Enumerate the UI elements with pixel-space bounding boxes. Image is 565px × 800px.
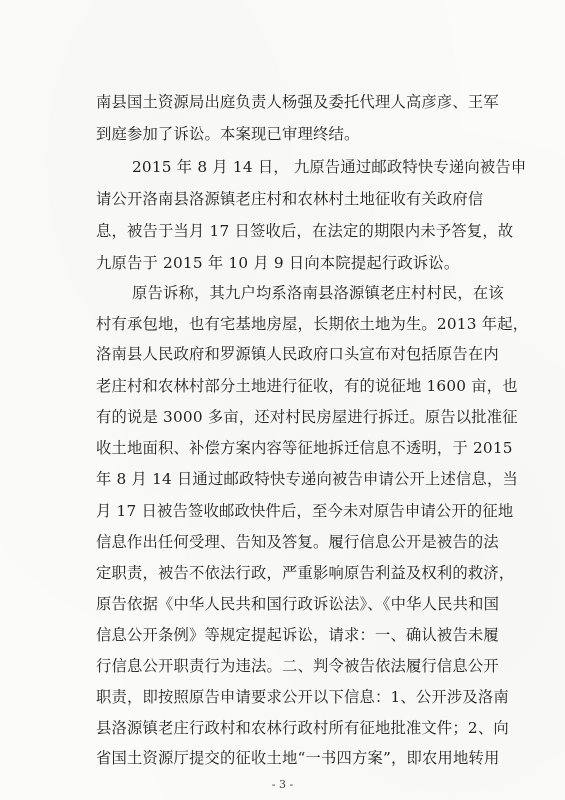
text-line: 省国土资源厅提交的征收土地“一书四方案”，即农用地转用 [96,749,500,767]
text-line: 到庭参加了诉讼。本案现已审理终结。 [96,125,360,143]
text-line: 南县国土资源局出庭负责人杨强及委托代理人高彦彦、王军 [96,93,499,111]
text-line: 年 8 月 14 日通过邮政特快专递向被告申请公开上述信息，当 [96,470,518,488]
text-line: 原告依据《中华人民共和国行政诉讼法》、《中华人民共和国 [96,595,500,613]
text-line: 信息作出任何受理、告知及答复。履行信息公开是被告的法 [96,533,499,551]
page-number: - 3 - [271,778,294,791]
text-line: 原告诉称，其九户均系洛南县洛源镇老庄村村民，在该 [132,284,504,302]
text-line: 月 17 日被告签收邮政快件后，至今未对原告申请公开的征地 [96,502,514,520]
text-line: 有的说是 3000 多亩，还对村民房屋进行拆迁。原告以批准征 [96,408,518,426]
text-line: 村有承包地，也有宅基地房屋，长期依土地为生。2013 年起， [96,315,529,333]
text-line: 行信息公开职责行为违法。二、判令被告依法履行信息公开 [96,657,499,675]
text-line: 定职责，被告不依法行政，严重影响原告利益及权利的救济， [96,564,515,582]
text-line: 信息公开条例》等规定提起诉讼，请求：一、确认被告未履 [96,626,499,644]
text-line: 县洛源镇老庄行政村和农林行政村所有征地批准文件；2、向 [96,719,509,737]
text-line: 九原告于 2015 年 10 月 9 日向本院提起行政诉讼。 [96,254,460,272]
text-line: 请公开洛南县洛源镇老庄村和农林村土地征收有关政府信 [96,190,484,208]
text-line: 职责，即按照原告申请要求公开以下信息：1、公开涉及洛南 [96,688,509,706]
text-line: 2015 年 8 月 14 日， 九原告通过邮政特快专递向被告申 [132,158,527,176]
text-line: 洛南县人民政府和罗源镇人民政府口头宣布对包括原告在内 [96,345,499,363]
text-line: 老庄村和农林村部分土地进行征收，有的说征地 1600 亩，也 [96,377,518,395]
text-line: 息，被告于当月 17 日签收后，在法定的期限内未予答复，故 [96,222,514,240]
text-line: 收土地面积、补偿方案内容等征地拆迁信息不透明，于 2015 [96,439,513,457]
